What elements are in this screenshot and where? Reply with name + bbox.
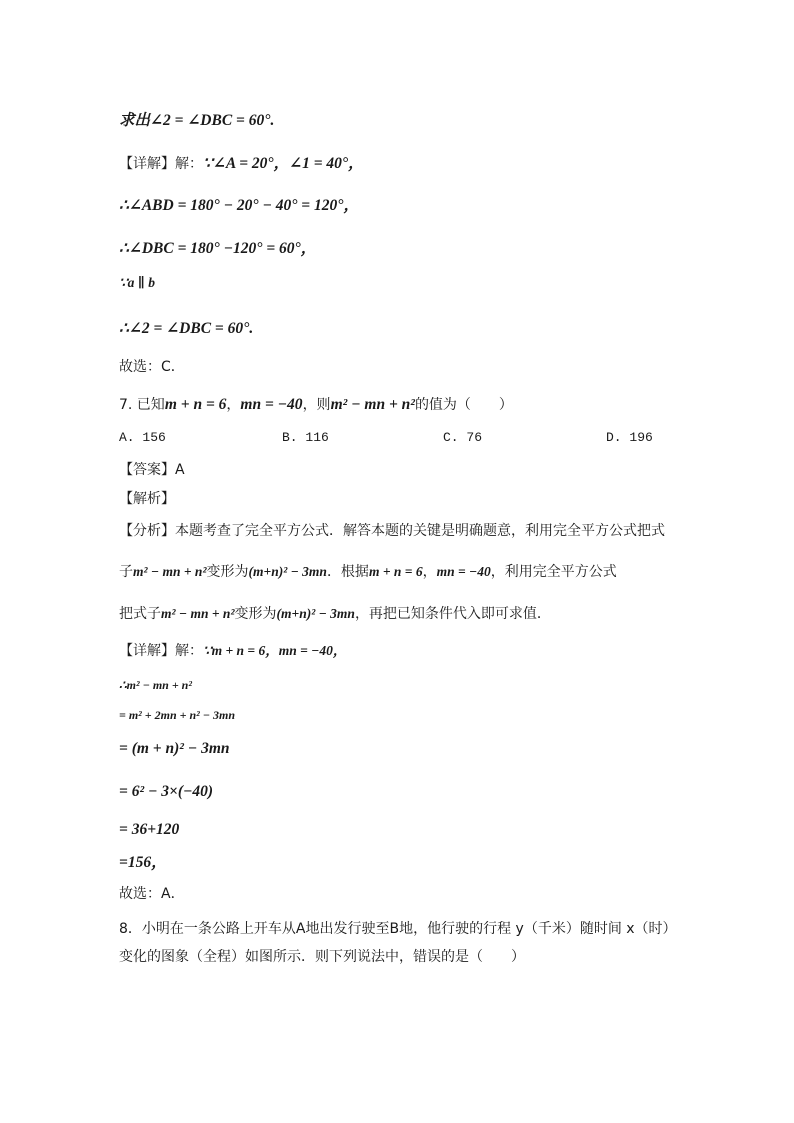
analysis-line-1: 【分析】本题考查了完全平方公式．解答本题的关键是明确题意，利用完全平方公式把式 <box>119 523 665 539</box>
line-detail-2 <box>119 193 359 215</box>
al3-b: 变形为 <box>234 606 277 622</box>
choice-text: 故选：C． <box>119 359 185 375</box>
line-detail-3 <box>119 236 316 258</box>
analysis-line-2 <box>119 561 617 581</box>
al3-c: ，再把已知条件代入即可求值． <box>354 606 551 622</box>
line-detail-1 <box>119 151 364 173</box>
option-b: B. 116 <box>282 430 329 445</box>
option-a: A. 156 <box>119 430 166 445</box>
al2-d: ， <box>422 564 437 580</box>
question-8-line-1: 8．小明在一条公路上开车从A地出发行驶至B地，他行驶的行程 y（千米）随时间 x（时） <box>119 921 677 937</box>
line-detail-4 <box>119 275 155 291</box>
line-detail-5 <box>119 318 253 338</box>
q7-tail: 的值为（ ） <box>414 397 513 413</box>
al2-cond2: mn = −40 <box>436 564 491 579</box>
option-d: D. 196 <box>606 430 653 445</box>
al2-e: ，利用完全平方公式 <box>490 564 617 580</box>
al3-expr2: (m+n)² − 3mn <box>276 606 355 621</box>
al3-a: 把式子 <box>119 606 161 622</box>
step-6: =156， <box>119 854 167 871</box>
math-given-angles: ∵∠A = 20°，∠1 = 40°， <box>203 155 364 172</box>
q7-number: 7. 已知 <box>119 397 165 413</box>
al2-cond1: m + n = 6 <box>368 564 423 579</box>
step-2: = m² + 2mn + n² − 3mn <box>119 708 236 722</box>
answer-label: 【答案】A <box>119 462 185 478</box>
line-choice-c <box>119 356 185 376</box>
analysis-line-3 <box>119 603 551 623</box>
choice-a: 故选：A． <box>119 886 185 902</box>
question-8-line-2: 变化的图象（全程）如图所示．则下列说法中，错误的是（ ） <box>119 949 525 965</box>
detail-line <box>119 639 346 660</box>
math-angle-result: 求出∠2 = ∠DBC = 60°. <box>119 112 275 129</box>
q7-then: ，则 <box>302 397 331 413</box>
detail-math: ∵m + n = 6，mn = −40， <box>203 643 347 658</box>
al2-expr2: (m+n)² − 3mn <box>248 564 327 579</box>
q7-sep: ， <box>226 397 241 413</box>
step-1: ∴m² − mn + n² <box>119 678 192 692</box>
math-parallel: ∵a ∥ b <box>119 275 155 290</box>
al2-c: ．根据 <box>326 564 369 580</box>
al3-expr: m² − mn + n² <box>161 606 235 621</box>
q7-cond2: mn = −40 <box>240 396 303 413</box>
step-4: = 6² − 3×(−40) <box>119 783 214 800</box>
math-dbc: ∴∠DBC = 180° −120° = 60°， <box>119 240 317 257</box>
analysis-title: 【解析】 <box>119 491 175 507</box>
question-7 <box>119 394 513 414</box>
q7-cond1: m + n = 6 <box>164 396 227 413</box>
al2-a: 子 <box>119 564 133 580</box>
al2-b: 变形为 <box>206 564 249 580</box>
q7-expr: m² − mn + n² <box>330 396 415 413</box>
option-c: C. 76 <box>443 430 483 445</box>
math-angle2: ∴∠2 = ∠DBC = 60°. <box>119 320 254 337</box>
step-3: = (m + n)² − 3mn <box>119 740 230 757</box>
step-5: = 36+120 <box>119 821 180 838</box>
line-find-angle <box>119 108 274 130</box>
detail-prefix: 【详解】解： <box>119 643 203 659</box>
detail-label: 【详解】解： <box>119 156 203 172</box>
al2-expr: m² − mn + n² <box>133 564 207 579</box>
math-abd: ∴∠ABD = 180° − 20° − 40° = 120°， <box>119 197 359 214</box>
